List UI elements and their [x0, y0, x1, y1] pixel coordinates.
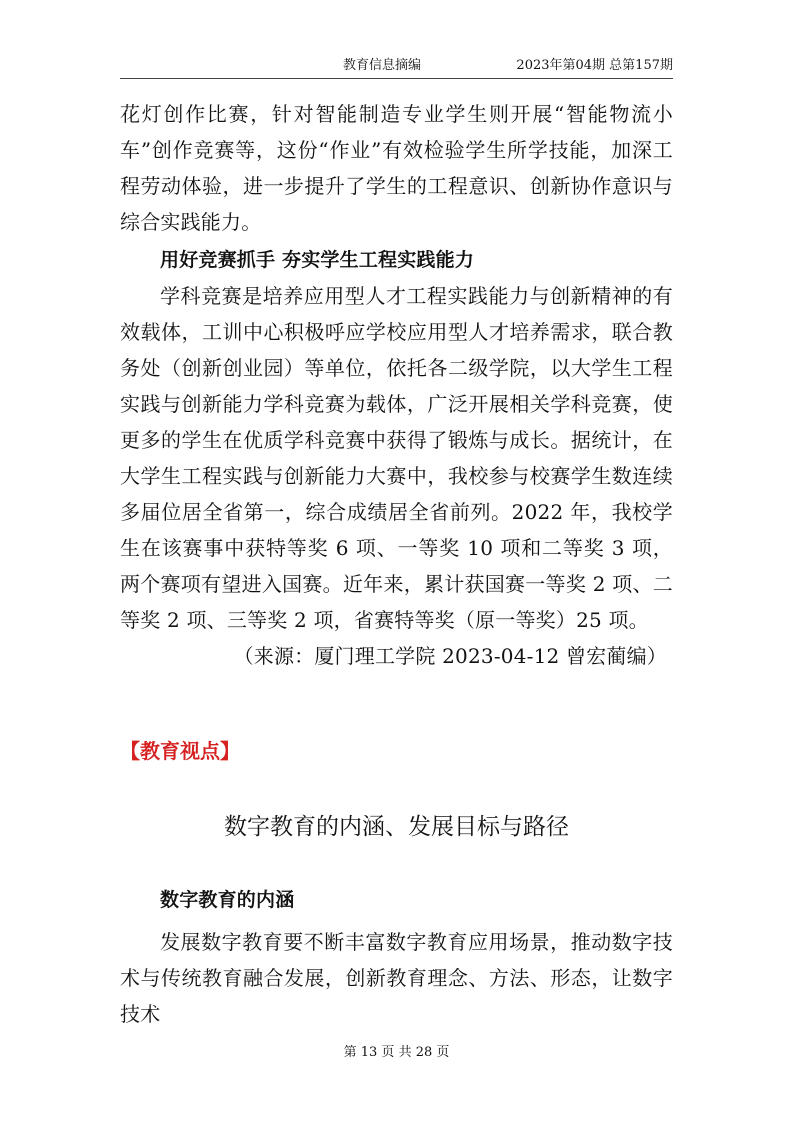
section-subheading: 数字教育的内涵 — [160, 889, 295, 911]
section-tag: 【教育视点】 — [120, 739, 240, 763]
publication-name: 教育信息摘编 — [343, 58, 422, 73]
body-paragraph: 发展数字教育要不断丰富数字教育应用场景，推动数字技术与传统教育融合发展，创新教育理念、方法、形态，让数字技术 — [120, 930, 673, 1026]
section-subheading: 用好竞赛抓手 夯实学生工程实践能力 — [160, 249, 475, 271]
header-divider — [120, 78, 673, 79]
article-title: 数字教育的内涵、发展目标与路径 — [224, 814, 569, 840]
article-continuation — [120, 96, 673, 674]
source-attribution: （来源：厦门理工学院 2023-04-12 曾宏蔺编） — [233, 644, 667, 668]
issue-number: 2023年第04期 总第157期 — [516, 58, 673, 73]
page-footer: 第 13 页 共 28 页 — [343, 1045, 450, 1060]
running-header — [120, 54, 673, 76]
body-paragraph: 学科竞赛是培养应用型人才工程实践能力与创新精神的有效载体，工训中心积极呼应学校应用型人才培养需求，联合教务处（创新创业园）等单位，依托各二级学院，以大学生工程实践与创新能力学科竞赛为载体，广泛开展相关学科竞赛，使更多的学生在优质学科竞赛中获得了锻炼与成长。据统计，在大学生工程实践与创新能力大赛中，我校参与校赛学生数连续多届位居全省第一，综合成绩居全省前列。2022 年，我校学生在该赛事中获特等奖 6 项、一等奖 10 项和二等奖 3 项，两个赛项有望进入国赛。近年来，累计获国赛一等奖 2 项、二等奖 2 项、三等奖 2 项，省赛特等奖（原一等奖）25 项。 — [120, 284, 673, 632]
body-paragraph: 花灯创作比赛，针对智能制造专业学生则开展“智能物流小车”创作竞赛等，这份“作业”有效检验学生所学技能，加深工程劳动体验，进一步提升了学生的工程意识、创新协作意识与综合实践能力。 — [120, 102, 673, 234]
new-article-body — [120, 880, 673, 1032]
